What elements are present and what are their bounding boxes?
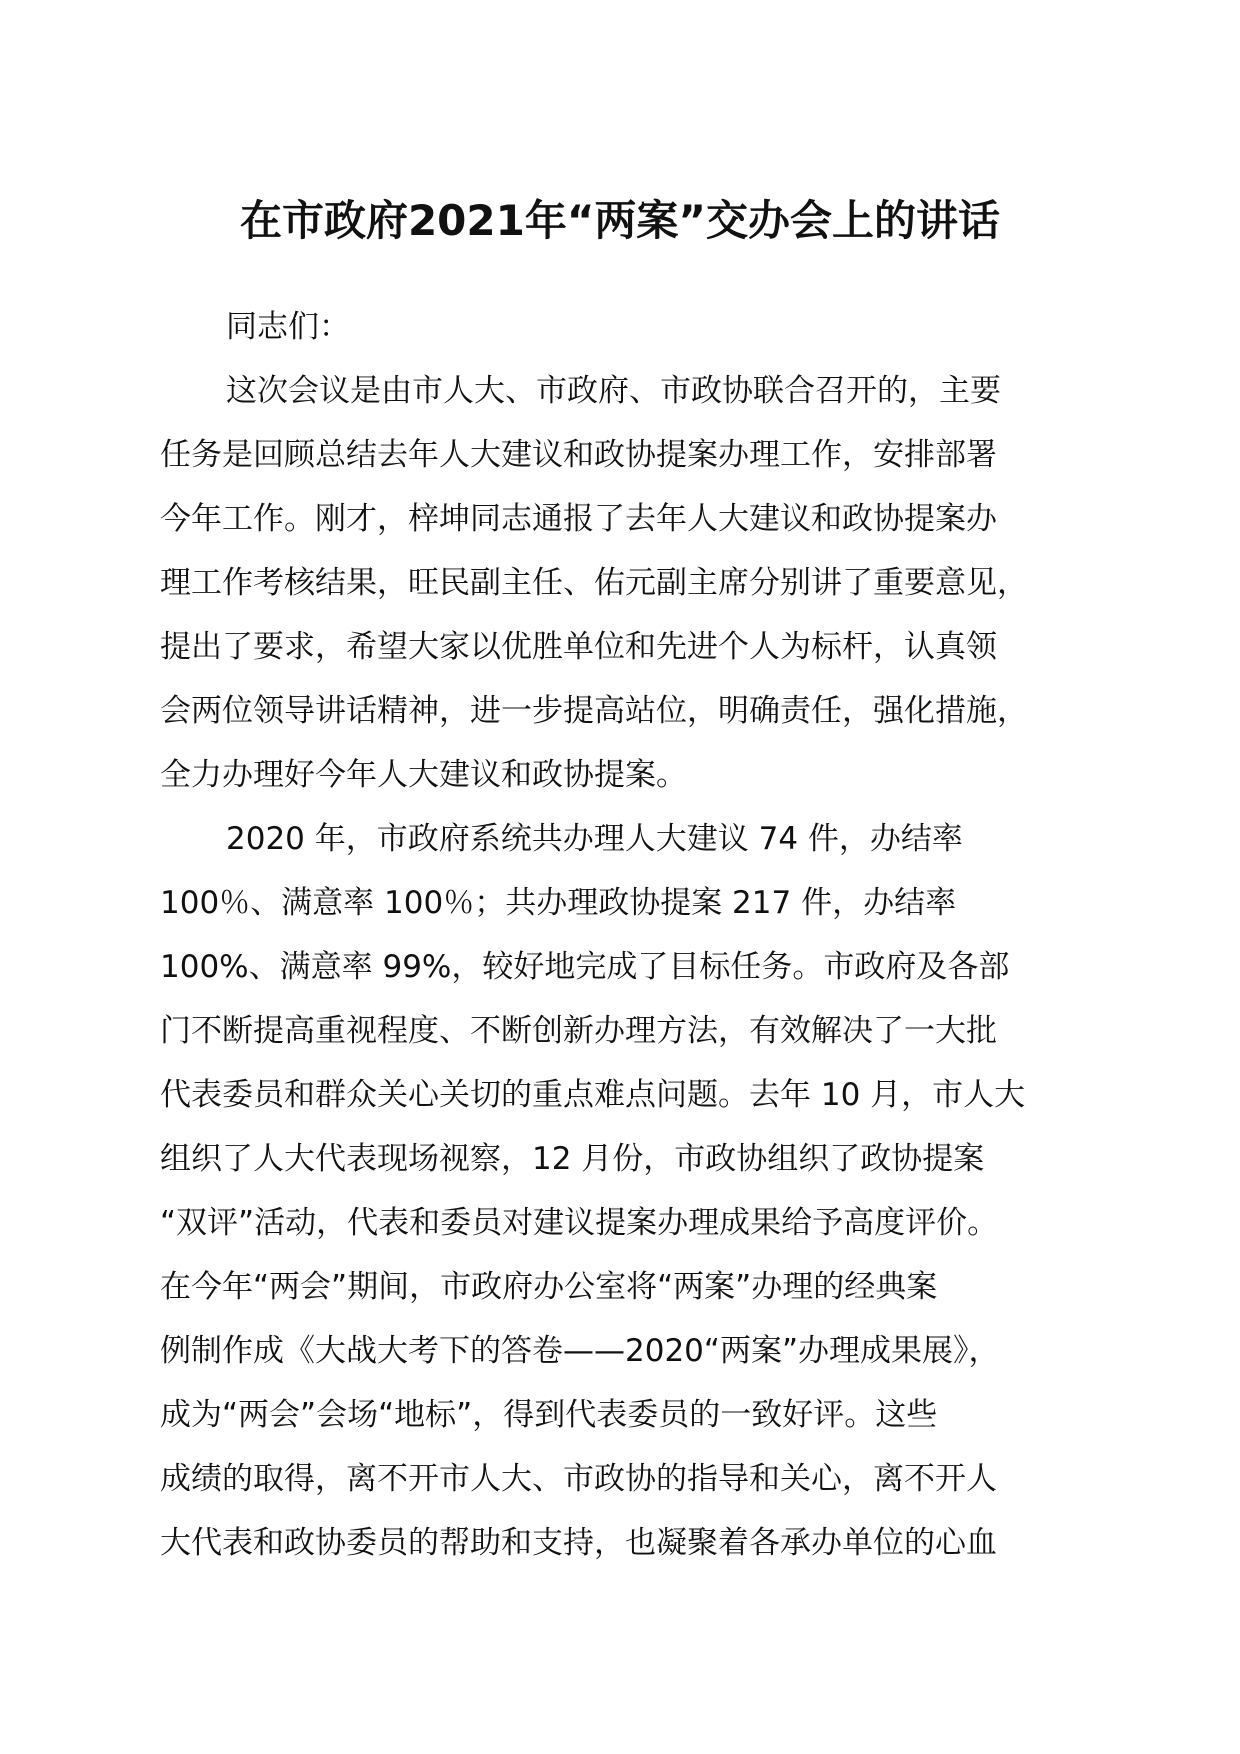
paragraph-line: 组织了人大代表现场视察，12 月份，市政协组织了政协提案: [160, 1141, 985, 1177]
paragraph-line: 100％、满意率 100％；共办理政协提案 217 件，办结率: [160, 885, 957, 921]
paragraph-line: 门不断提高重视程度、不断创新办理方法，有效解决了一大批: [160, 1013, 997, 1049]
paragraph-line: 100%、满意率 99%，较好地完成了目标任务。市政府及各部: [160, 949, 1010, 985]
paragraph-2: [160, 807, 1120, 1575]
paragraph-line: 成绩的取得，离不开市人大、市政协的指导和关心，离不开人: [160, 1461, 997, 1497]
document-title: 在市政府2021年“两案”交办会上的讲话: [239, 196, 1001, 245]
paragraph-line: 这次会议是由市人大、市政府、市政协联合召开的，主要: [226, 373, 1001, 409]
paragraph-line: 会两位领导讲话精神，进一步提高站位，明确责任，强化措施，: [160, 693, 1028, 729]
document-body: [160, 295, 1120, 1575]
paragraph-line: 2020 年，市政府系统共办理人大建议 74 件，办结率: [226, 821, 963, 857]
paragraph-line: 例制作成《大战大考下的答卷——2020“两案”办理成果展》，: [160, 1333, 1000, 1369]
paragraph-line: 在今年“两会”期间，市政府办公室将“两案”办理的经典案: [160, 1269, 938, 1305]
paragraph-line: 提出了要求，希望大家以优胜单位和先进个人为标杆，认真领: [160, 629, 997, 665]
paragraph-line: 大代表和政协委员的帮助和支持，也凝聚着各承办单位的心血: [160, 1525, 997, 1561]
paragraph-line: 任务是回顾总结去年人大建议和政协提案办理工作，安排部署: [160, 437, 997, 473]
paragraph-line: 成为“两会”会场“地标”，得到代表委员的一致好评。这些: [160, 1397, 938, 1433]
paragraph-line: “双评”活动，代表和委员对建议提案办理成果给予高度评价。: [160, 1205, 999, 1241]
paragraph-line: 代表委员和群众关心关切的重点难点问题。去年 10 月，市人大: [160, 1077, 1026, 1113]
paragraph-line: 理工作考核结果，旺民副主任、佑元副主席分别讲了重要意见，: [160, 565, 1028, 601]
paragraph-1: [160, 359, 1120, 807]
salutation: 同志们：: [226, 309, 350, 345]
paragraph-line: 今年工作。刚才，梓坤同志通报了去年人大建议和政协提案办: [160, 501, 997, 537]
paragraph-line: 全力办理好今年人大建议和政协提案。: [160, 757, 687, 793]
